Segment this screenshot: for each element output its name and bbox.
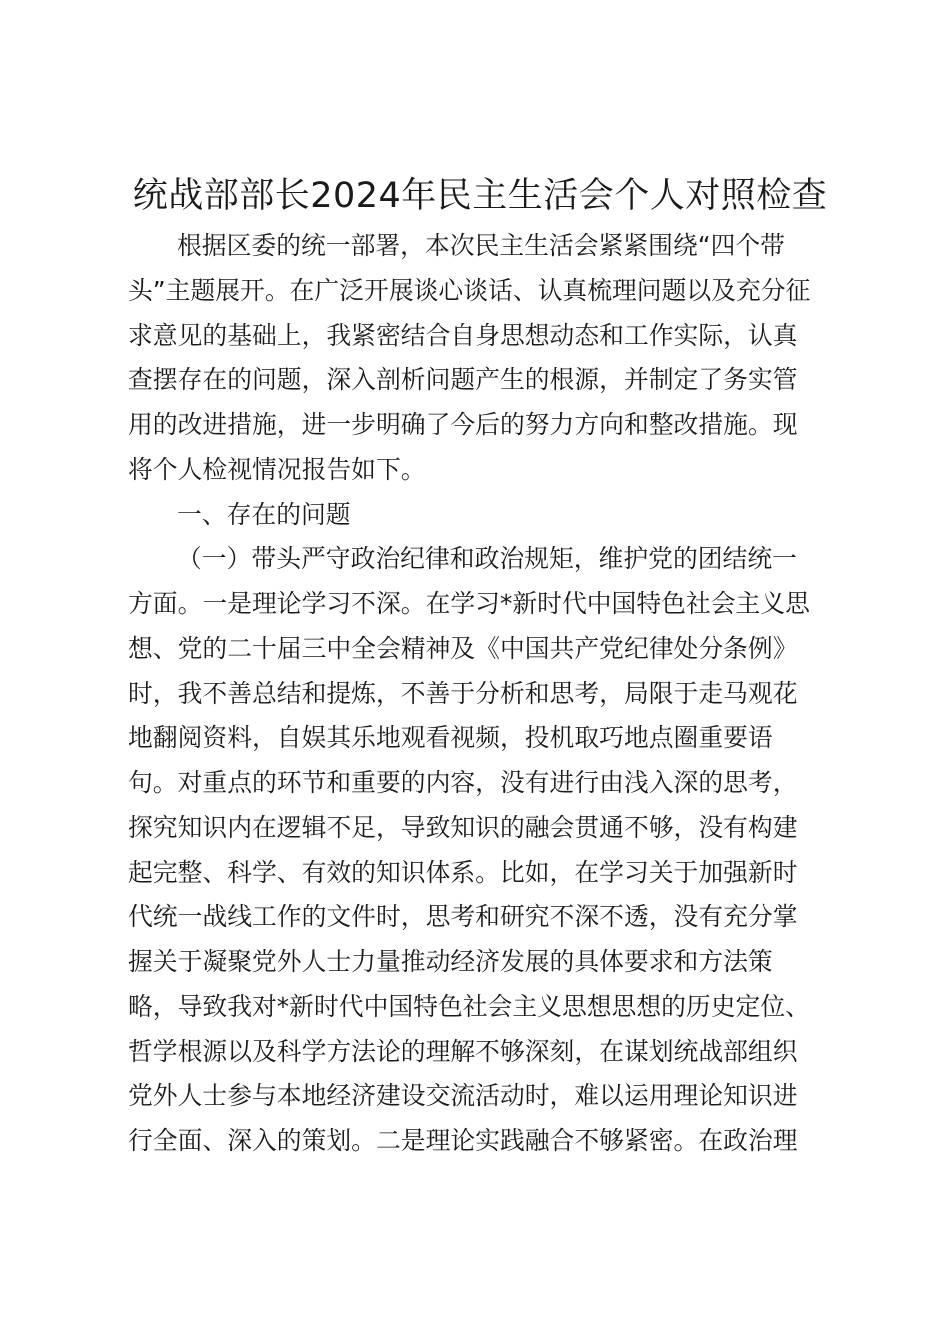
body-text-line: 党外人士参与本地经济建设交流活动时，难以运用理论知识进 xyxy=(128,1081,798,1111)
body-text-line: 查摆存在的问题，深入剖析问题产生的根源，并制定了务实管 xyxy=(128,365,798,395)
body-text-line: 将个人检视情况报告如下。 xyxy=(128,454,426,484)
body-text-line: 哲学根源以及科学方法论的理解不够深刻，在谋划统战部组织 xyxy=(128,1036,798,1066)
body-text-line: 方面。一是理论学习不深。在学习*新时代中国特色社会主义思 xyxy=(128,589,810,618)
body-text-line: 一、存在的问题 xyxy=(177,499,351,529)
document-title: 统战部部长2024年民主生活会个人对照检查 xyxy=(132,176,828,216)
body-text-line: 行全面、深入的策划。二是理论实践融合不够紧密。在政治理 xyxy=(128,1126,798,1155)
body-text-line: 根据区委的统一部署，本次民主生活会紧紧围绕“四个带 xyxy=(177,231,785,260)
body-text-line: 句。对重点的环节和重要的内容，没有进行由浅入深的思考， xyxy=(128,768,798,797)
body-text-line: （一）带头严守政治纪律和政治规矩，维护党的团结统一 xyxy=(177,544,797,574)
document-body xyxy=(128,224,828,1164)
body-text-line: 想、党的二十届三中全会精神及《中国共产党纪律处分条例》 xyxy=(128,633,798,663)
body-text-line: 头”主题展开。在广泛开展谈心谈话、认真梳理问题以及充分征 xyxy=(128,275,811,305)
body-text-line: 求意见的基础上，我紧密结合自身思想动态和工作实际，认真 xyxy=(128,320,798,350)
body-text-line: 略，导致我对*新时代中国特色社会主义思想思想的历史定位、 xyxy=(128,991,810,1021)
body-text-line: 探究知识内在逻辑不足，导致知识的融会贯通不够，没有构建 xyxy=(128,812,798,842)
body-text-line: 代统一战线工作的文件时，思考和研究不深不透，没有充分掌 xyxy=(128,902,798,932)
body-text-line: 时，我不善总结和提炼，不善于分析和思考，局限于走马观花 xyxy=(128,678,798,708)
body-text-line: 用的改进措施，进一步明确了今后的努力方向和整改措施。现 xyxy=(128,410,798,439)
body-text-line: 起完整、科学、有效的知识体系。比如，在学习关于加强新时 xyxy=(128,857,798,887)
body-text-line: 地翻阅资料，自娱其乐地观看视频，投机取巧地点圈重要语 xyxy=(128,723,773,753)
body-text-line: 握关于凝聚党外人士力量推动经济发展的具体要求和方法策 xyxy=(128,947,773,976)
